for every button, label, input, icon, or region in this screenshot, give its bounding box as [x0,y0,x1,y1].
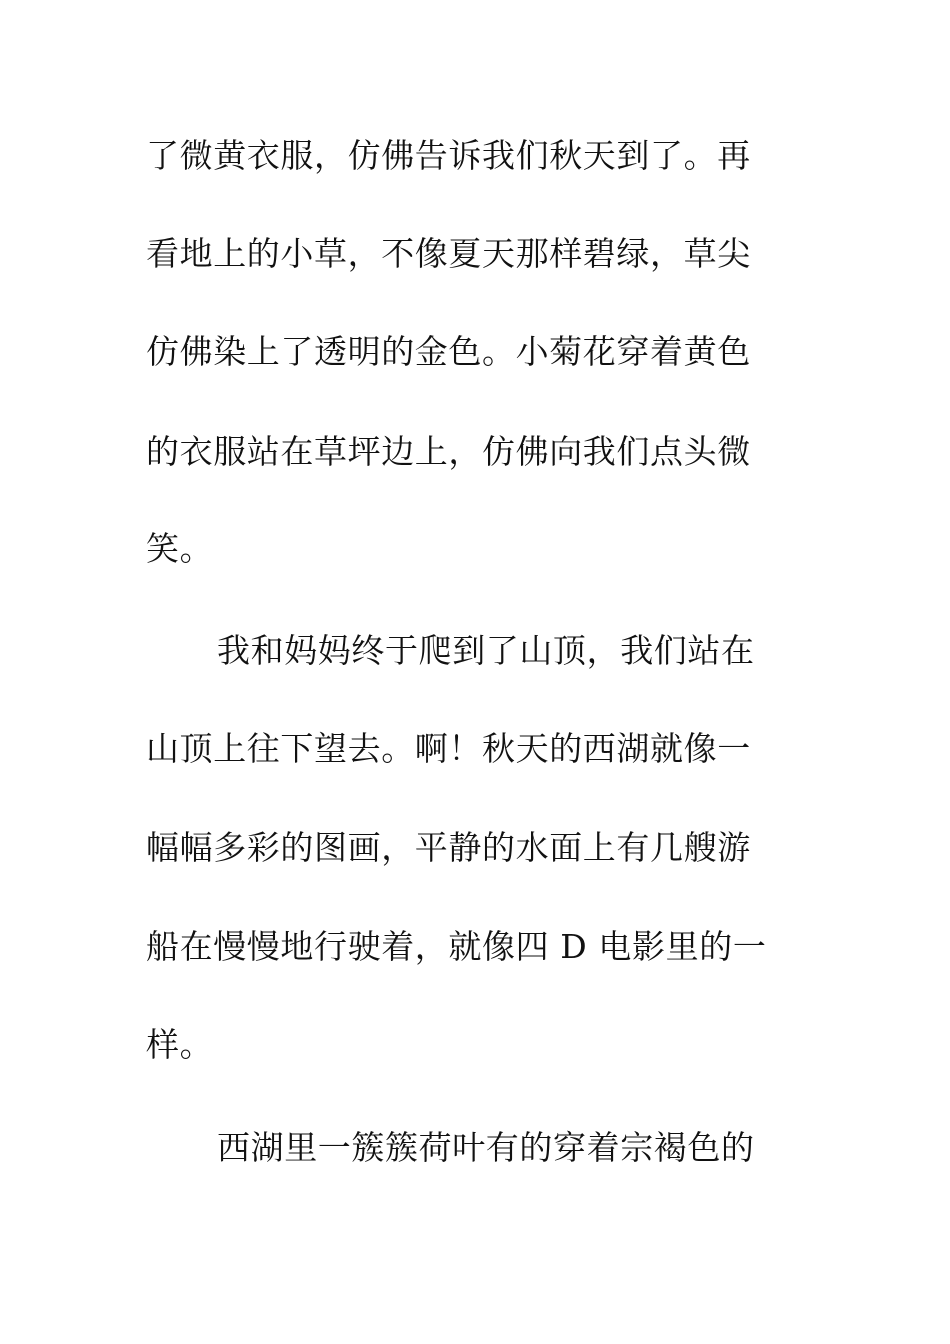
paragraph-line-2: 看地上的小草，不像夏天那样碧绿，草尖 [146,234,751,273]
paragraph-line-11: 西湖里一簇簇荷叶有的穿着宗褐色的 [217,1128,755,1167]
paragraph-line-10: 样。 [146,1025,214,1064]
paragraph-line-4: 的衣服站在草坪边上，仿佛向我们点头微 [146,432,751,471]
paragraph-line-3: 仿佛染上了透明的金色。小菊花穿着黄色 [146,332,751,371]
paragraph-line-7: 山顶上往下望去。啊！秋天的西湖就像一 [146,729,751,768]
paragraph-line-9: 船在慢慢地行驶着，就像四 D 电影里的一 [146,927,767,966]
paragraph-line-1: 了微黄衣服，仿佛告诉我们秋天到了。再 [146,136,751,175]
paragraph-line-5: 笑。 [146,529,214,568]
paragraph-line-8: 幅幅多彩的图画，平静的水面上有几艘游 [146,828,751,867]
paragraph-line-6: 我和妈妈终于爬到了山顶，我们站在 [217,631,755,670]
